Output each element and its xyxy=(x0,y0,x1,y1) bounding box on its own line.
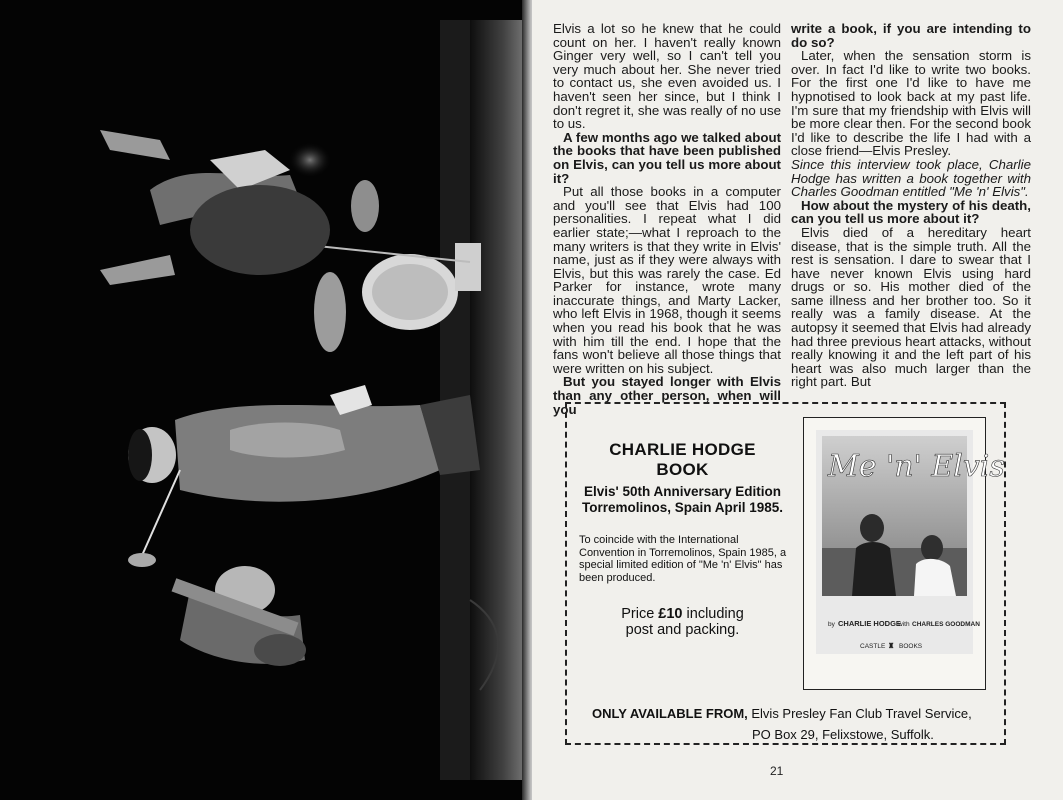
ad-subtitle-line: Elvis' 50th Anniversary Edition xyxy=(583,484,782,499)
ad-body: To coincide with the International Convention in Torremolinos, Spain 1985, a special limited edition of "Me 'n' Elvis" has been produced. xyxy=(579,534,787,584)
book-cover-script-title: Me 'n' Elvis xyxy=(828,449,1005,484)
ad-title-line: CHARLIE HODGE xyxy=(609,440,756,459)
ad-footer-label: ONLY AVAILABLE FROM, xyxy=(592,706,748,721)
book-cover-publisher-left: CASTLE xyxy=(860,643,886,650)
price-prefix: Price xyxy=(621,606,659,622)
left-page xyxy=(0,0,530,800)
book-cover-author2: CHARLES GOODMAN xyxy=(912,621,980,628)
price-amount: £10 xyxy=(658,606,683,622)
book-cover-art xyxy=(816,430,1005,654)
book-cover-author1: CHARLIE HODGE xyxy=(838,619,901,628)
interview-question: How about the mystery of his death, can you tell us more about it? xyxy=(791,197,1031,227)
castle-logo-icon: ♜ xyxy=(888,643,895,650)
book-cover-with: with xyxy=(898,621,910,628)
page-number: 21 xyxy=(770,764,784,778)
interview-question: But you stayed longer with Elvis than any other person, when will you xyxy=(553,374,781,417)
price-suffix: including xyxy=(682,606,744,622)
ad-title-line: BOOK xyxy=(656,460,709,479)
stage-photo xyxy=(0,0,530,800)
ad-subtitle-line: Torremolinos, Spain April 1985. xyxy=(581,500,784,515)
book-cover-image xyxy=(803,417,1005,690)
ad-title xyxy=(575,440,790,480)
ad-subtitle xyxy=(575,484,790,516)
article-paragraph: Elvis died of a hereditary heart disease, that is the simple truth. All the rest is sensation. I dare to swear that I have never known Elvis using hard drugs or so. His mother died of the same illness and her brother too. So it really was a family disease. At the autopsy it seemed that Elvis had already had three previous heart attacks, without really knowing it and the left part of his heart was also much larger than the right part. But xyxy=(791,224,1031,390)
editor-note: Since this interview took place, Charlie Hodge has written a book together with Charles Goodman entitled "Me 'n' Elvis". xyxy=(791,156,1031,200)
article-column-1 xyxy=(553,22,781,416)
ad-footer-address-line2: PO Box 29, Felixstowe, Suffolk. xyxy=(752,727,934,742)
article-paragraph: Elvis a lot so he knew that he could count on her. I haven't really known Ginger very well, so I can't tell you very much about her. She never tried to contact us, she even avoided us. I haven't seen her since, but I think I don't regret it, she was really of no use to us. xyxy=(553,21,781,132)
interview-question: write a book, if you are intending to do so? xyxy=(791,21,1031,50)
book-cover-publisher-right: BOOKS xyxy=(899,643,923,650)
interview-question: A few months ago we talked about the books that have been published on Elvis, can you tell us more about it? xyxy=(553,129,781,186)
ad-footer-address-line1: Elvis Presley Fan Club Travel Service, xyxy=(747,706,972,721)
ad-copy xyxy=(575,440,790,638)
article-paragraph: Later, when the sensation storm is over. In fact I'd like to write two books. For the first one I'd like to have me hypnotised to look back at my past life. I'm sure that my friendship with Elvis will be more clear then. For the second book I'd like to describe the life I had with a close friend—Elvis Presley. xyxy=(791,48,1031,159)
ad-price xyxy=(575,606,790,638)
article-paragraph: Put all those books in a computer and you'll see that Elvis had 100 personalities. I repeat what I did earlier state;—what I reproach to the many writers is that they write in Elvis' name, just as if they were always with Elvis, but this was rarely the case. Ed Parker for instance, wrote many inaccurate things, and Marty Lacker, who left Elvis in 1968, though it seems when you read his book that he was with him till the end. I hope that the fans won't believe all those things that were written on his subject. xyxy=(553,184,781,376)
article-column-2 xyxy=(791,22,1031,389)
price-line2: post and packing. xyxy=(625,622,740,638)
ad-footer xyxy=(570,703,1002,745)
book-cover-by: by xyxy=(828,621,835,628)
